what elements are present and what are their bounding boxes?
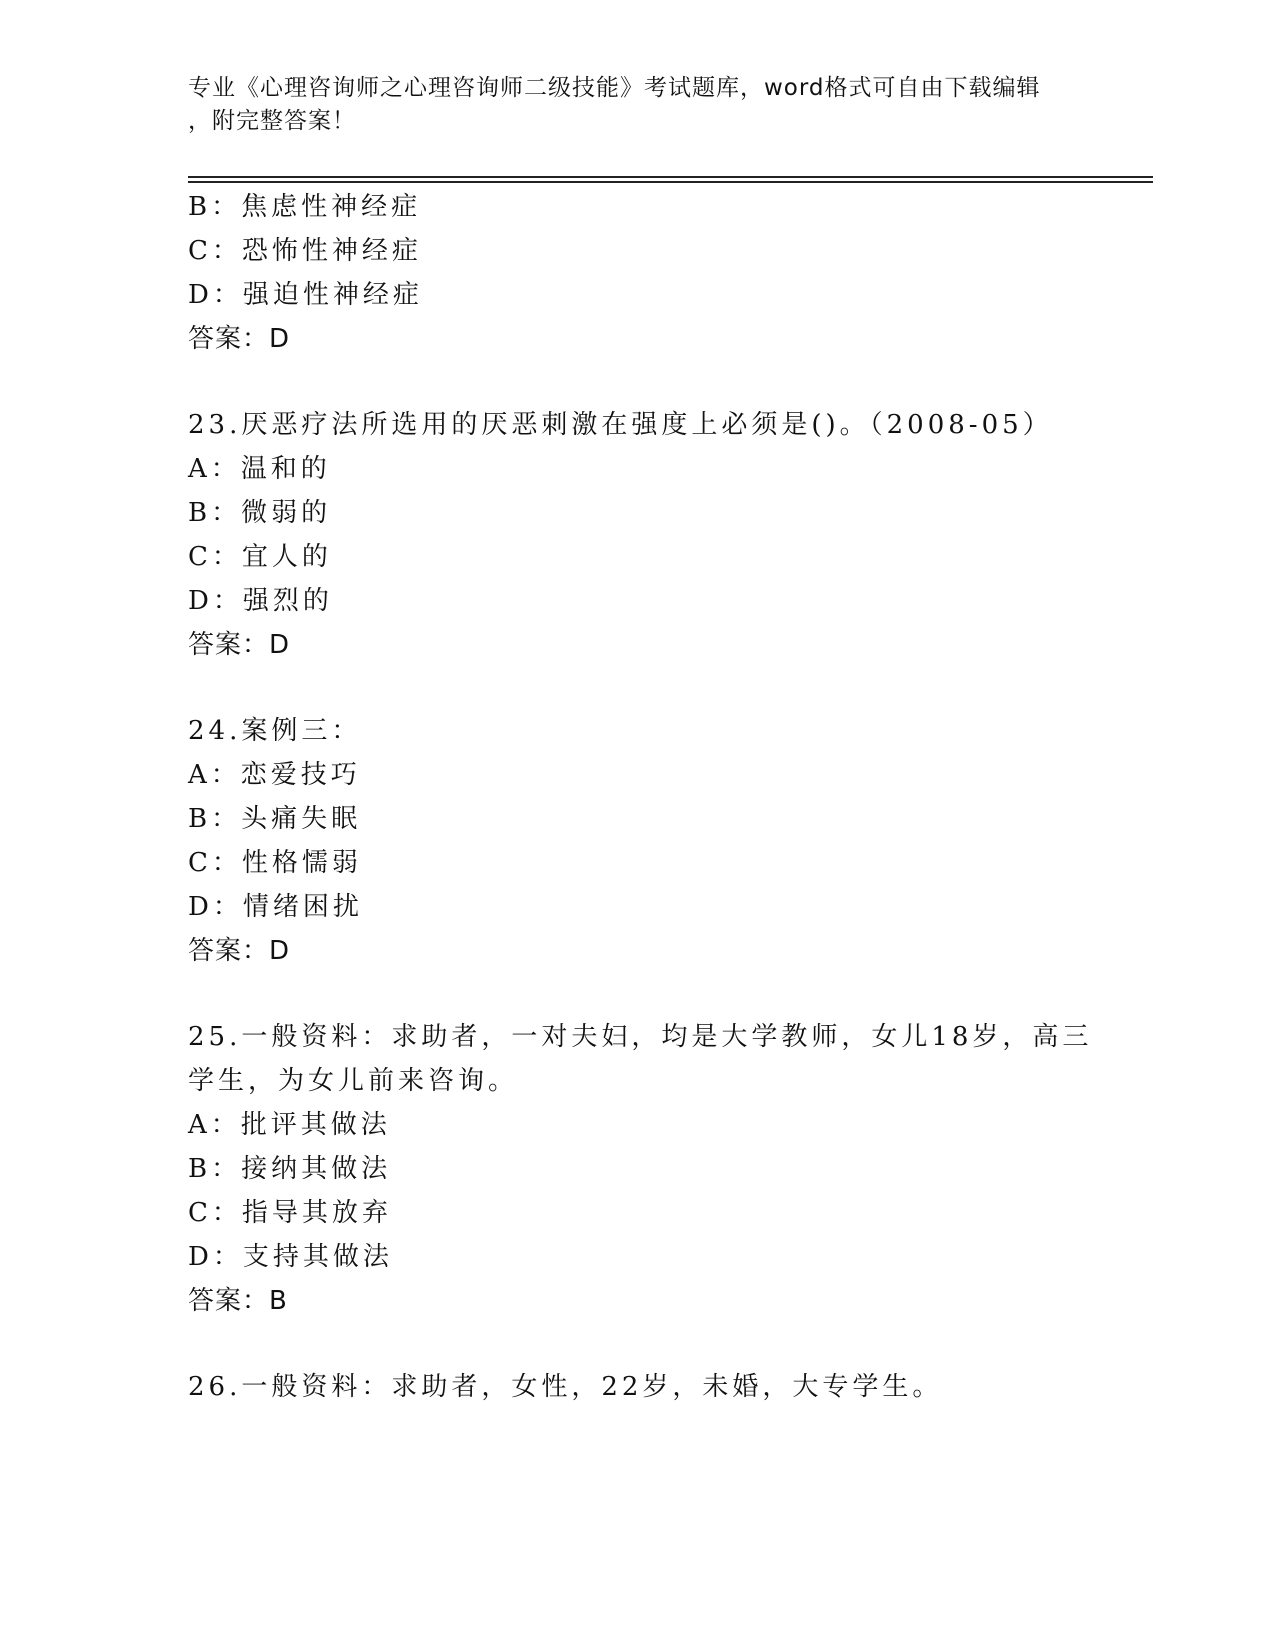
q23-option-b: B：微弱的	[188, 498, 332, 528]
q24-answer: 答案：D	[188, 936, 291, 966]
header-line-1: 专业《心理咨询师之心理咨询师二级技能》考试题库，word格式可自由下载编辑	[188, 75, 1041, 101]
q23-question: 23.厌恶疗法所选用的厌恶刺激在强度上必须是()。（2008-05）	[188, 410, 1053, 440]
q22-option-b: B：焦虑性神经症	[188, 192, 422, 222]
q24-question: 24.案例三：	[188, 716, 362, 746]
q24-option-d: D：情绪困扰	[188, 892, 363, 922]
q26-question: 26.一般资料：求助者，女性，22岁，未婚，大专学生。	[188, 1372, 943, 1402]
q23-option-c: C：宜人的	[188, 542, 332, 572]
q25-question-line-1: 25.一般资料：求助者，一对夫妇，均是大学教师，女儿18岁，高三	[188, 1022, 1093, 1052]
q25-answer: 答案：B	[188, 1286, 288, 1316]
q23-option-a: A：温和的	[188, 454, 331, 484]
q24-option-c: C：性格懦弱	[188, 848, 362, 878]
q24-option-a: A：恋爱技巧	[188, 760, 361, 790]
q25-question-line-2: 学生，为女儿前来咨询。	[188, 1066, 519, 1096]
q25-option-a: A：批评其做法	[188, 1110, 391, 1140]
document-header	[188, 72, 1068, 138]
q25-option-b: B：接纳其做法	[188, 1154, 392, 1184]
header-line-2: ，附完整答案！	[188, 108, 356, 134]
header-rule-top	[188, 176, 1153, 178]
q23-option-d: D：强烈的	[188, 586, 333, 616]
header-rule-bottom	[188, 181, 1153, 183]
q24-option-b: B：头痛失眠	[188, 804, 362, 834]
q23-answer: 答案：D	[188, 630, 291, 660]
q25-option-d: D：支持其做法	[188, 1242, 393, 1272]
q22-answer: 答案：D	[188, 324, 291, 354]
q22-option-d: D：强迫性神经症	[188, 280, 423, 310]
q22-option-c: C：恐怖性神经症	[188, 236, 422, 266]
q25-option-c: C：指导其放弃	[188, 1198, 392, 1228]
